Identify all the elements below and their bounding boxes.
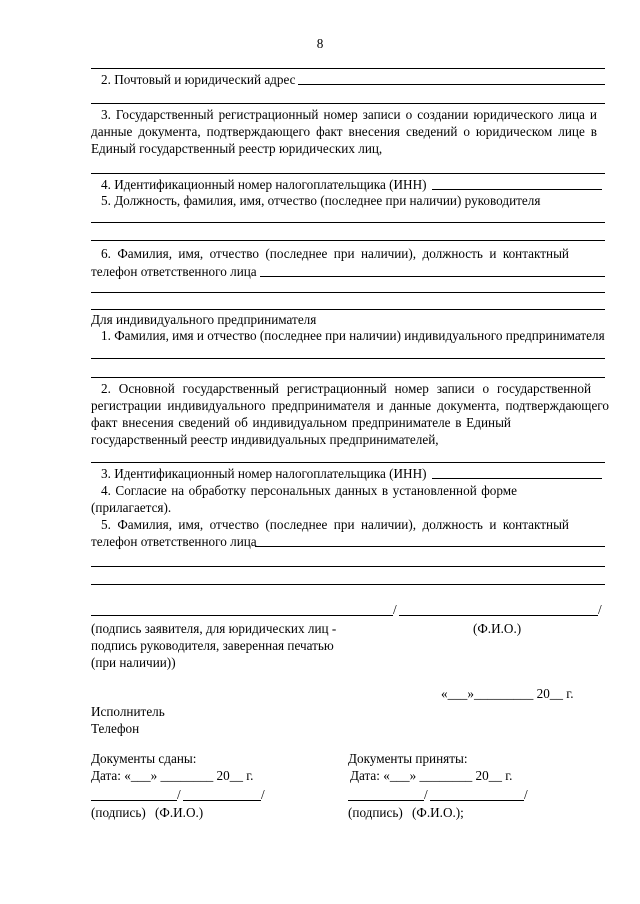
responsible-person-field-2[interactable]	[91, 292, 605, 293]
individual-responsible-field[interactable]	[255, 546, 605, 547]
signature-caption-line1: (подпись заявителя, для юридических лиц -	[91, 621, 337, 636]
consent-label-line2: (прилагается).	[91, 500, 172, 515]
field-line[interactable]	[91, 103, 605, 104]
applicant-fio-field[interactable]	[399, 615, 598, 616]
registration-number-label-line1: 3. Государственный регистрационный номер записи о создании юридического лица и	[101, 107, 597, 122]
head-label: 5. Должность, фамилия, имя, отчество (последнее при наличии) руководителя	[101, 193, 541, 208]
inn-field[interactable]	[432, 189, 602, 190]
submitted-separator: /	[177, 787, 181, 802]
individual-responsible-label-line1: 5. Фамилия, имя, отчество (последнее при наличии), должность и контактный	[101, 517, 569, 532]
inn-label: 4. Идентификационный номер налогоплательщика (ИНН)	[101, 177, 427, 192]
individual-name-label: 1. Фамилия, имя и отчество (последнее при наличии) индивидуального предпринимателя	[101, 328, 605, 343]
executor-phone-label: Телефон	[91, 721, 140, 736]
field-line[interactable]	[91, 68, 605, 69]
signature-caption-line2: подпись руководителя, заверенная печатью	[91, 638, 334, 653]
applicant-signature-field[interactable]	[91, 615, 393, 616]
accepted-signature-field[interactable]	[348, 800, 424, 801]
signature-date[interactable]: «___»_________ 20__ г.	[441, 686, 574, 701]
responsible-person-field[interactable]	[260, 276, 605, 277]
accepted-date[interactable]: Дата: «___» ________ 20__ г.	[350, 768, 513, 783]
signature-separator: /	[393, 602, 397, 617]
postal-address-label: 2. Почтовый и юридический адрес	[101, 72, 296, 87]
head-field-2[interactable]	[91, 240, 605, 241]
individual-name-field[interactable]	[91, 358, 605, 359]
signature-caption-line3: (при наличии))	[91, 655, 176, 670]
registration-number-label-line2: данные документа, подтверждающего факт внесения сведений о юридическом лице в	[91, 124, 597, 139]
consent-label-line1: 4. Согласие на обработку персональных данных в установленной форме	[101, 483, 517, 498]
individual-responsible-field-2[interactable]	[91, 566, 605, 567]
submitted-separator-end: /	[261, 787, 265, 802]
head-field[interactable]	[91, 222, 605, 223]
responsible-person-label-line1: 6. Фамилия, имя, отчество (последнее при наличии), должность и контактный	[101, 246, 569, 261]
accepted-separator: /	[424, 787, 428, 802]
individual-responsible-label-line2: телефон ответственного лица	[91, 534, 257, 549]
individual-ogrn-label-line3: факт внесения сведений об индивидуальном предпринимателе в Единый	[91, 415, 511, 430]
accepted-title: Документы приняты:	[348, 751, 468, 766]
fio-caption: (Ф.И.О.)	[473, 621, 522, 636]
individual-inn-field[interactable]	[432, 478, 602, 479]
individual-ogrn-label-line4: государственный реестр индивидуальных предпринимателей,	[91, 432, 439, 447]
signature-separator-end: /	[598, 602, 602, 617]
individual-ogrn-field[interactable]	[91, 462, 605, 463]
registration-number-field[interactable]	[91, 173, 605, 174]
submitted-signature-field[interactable]	[91, 800, 177, 801]
individual-heading: Для индивидуального предпринимателя	[91, 312, 317, 327]
accepted-fio-field[interactable]	[430, 800, 524, 801]
submitted-captions: (подпись) (Ф.И.О.)	[91, 805, 204, 820]
submitted-fio-field[interactable]	[183, 800, 261, 801]
submitted-date[interactable]: Дата: «___» ________ 20__ г.	[91, 768, 254, 783]
accepted-captions: (подпись) (Ф.И.О.);	[348, 805, 464, 820]
postal-address-field[interactable]	[298, 84, 605, 85]
individual-ogrn-label-line2: регистрации индивидуального предпринимателя и данные документа, подтверждающего	[91, 398, 609, 413]
registration-number-label-line3: Единый государственный реестр юридических лиц,	[91, 141, 383, 156]
page-number: 8	[316, 36, 324, 51]
individual-name-field-2[interactable]	[91, 377, 605, 378]
accepted-separator-end: /	[524, 787, 528, 802]
individual-inn-label: 3. Идентификационный номер налогоплательщика (ИНН)	[101, 466, 427, 481]
responsible-person-field-3[interactable]	[91, 309, 605, 310]
submitted-title: Документы сданы:	[91, 751, 197, 766]
responsible-person-label-line2: телефон ответственного лица	[91, 264, 257, 279]
individual-ogrn-label-line1: 2. Основной государственный регистрационный номер записи о государственной	[101, 381, 591, 396]
executor-label: Исполнитель	[91, 704, 165, 719]
individual-responsible-field-3[interactable]	[91, 584, 605, 585]
